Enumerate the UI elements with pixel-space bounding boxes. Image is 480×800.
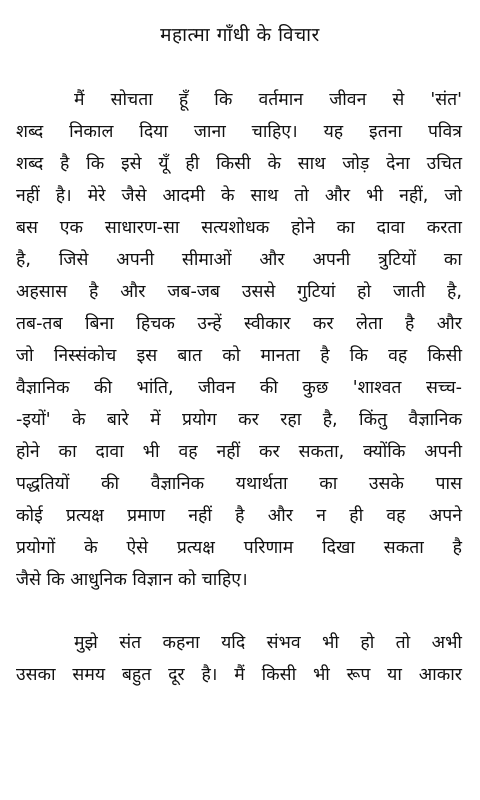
text-line: मुझे संत कहना यदि संभव भी हो तो अभी — [74, 633, 462, 653]
paragraph-1 — [16, 84, 462, 596]
text-line: उसका समय बहुत दूर है। मैं किसी भी रूप या आकार — [16, 665, 462, 685]
text-line: मैं सोचता हूँ कि वर्तमान जीवन से 'संत' — [74, 90, 462, 110]
paragraph-2 — [16, 627, 462, 691]
text-line: शब्द निकाल दिया जाना चाहिए। यह इतना पवित्र — [16, 122, 462, 142]
text-line: है, जिसे अपनी सीमाओं और अपनी त्रुटियों का — [16, 250, 462, 270]
text-line: जैसे कि आधुनिक विज्ञान को चाहिए। — [16, 570, 248, 590]
text-line: -इयों' के बारे में प्रयोग कर रहा है, किंतु वैज्ञानिक — [16, 410, 462, 430]
text-line: नहीं है। मेरे जैसे आदमी के साथ तो और भी नहीं, जो — [16, 186, 462, 206]
text-line: प्रयोगों के ऐसे प्रत्यक्ष परिणाम दिखा सकता है — [16, 538, 462, 558]
text-line: पद्धतियों की वैज्ञानिक यथार्थता का उसके पास — [16, 474, 462, 494]
text-line: वैज्ञानिक की भांति, जीवन की कुछ 'शाश्वत सच्च- — [16, 378, 462, 398]
text-line: कोई प्रत्यक्ष प्रमाण नहीं है और न ही वह अपने — [16, 506, 462, 526]
text-line: होने का दावा भी वह नहीं कर सकता, क्योंकि अपनी — [16, 442, 462, 462]
text-line: अहसास है और जब-जब उससे गुटियां हो जाती है, — [16, 282, 462, 302]
text-line: जो निस्संकोच इस बात को मानता है कि वह किसी — [16, 346, 462, 366]
text-line: बस एक साधारण-सा सत्यशोधक होने का दावा करता — [16, 218, 462, 238]
page-title: महात्मा गाँधी के विचार — [160, 24, 320, 46]
text-line: शब्द है कि इसे यूँ ही किसी के साथ जोड़ देना उचित — [16, 154, 462, 174]
text-line: तब-तब बिना हिचक उन्हें स्वीकार कर लेता है और — [16, 314, 462, 334]
